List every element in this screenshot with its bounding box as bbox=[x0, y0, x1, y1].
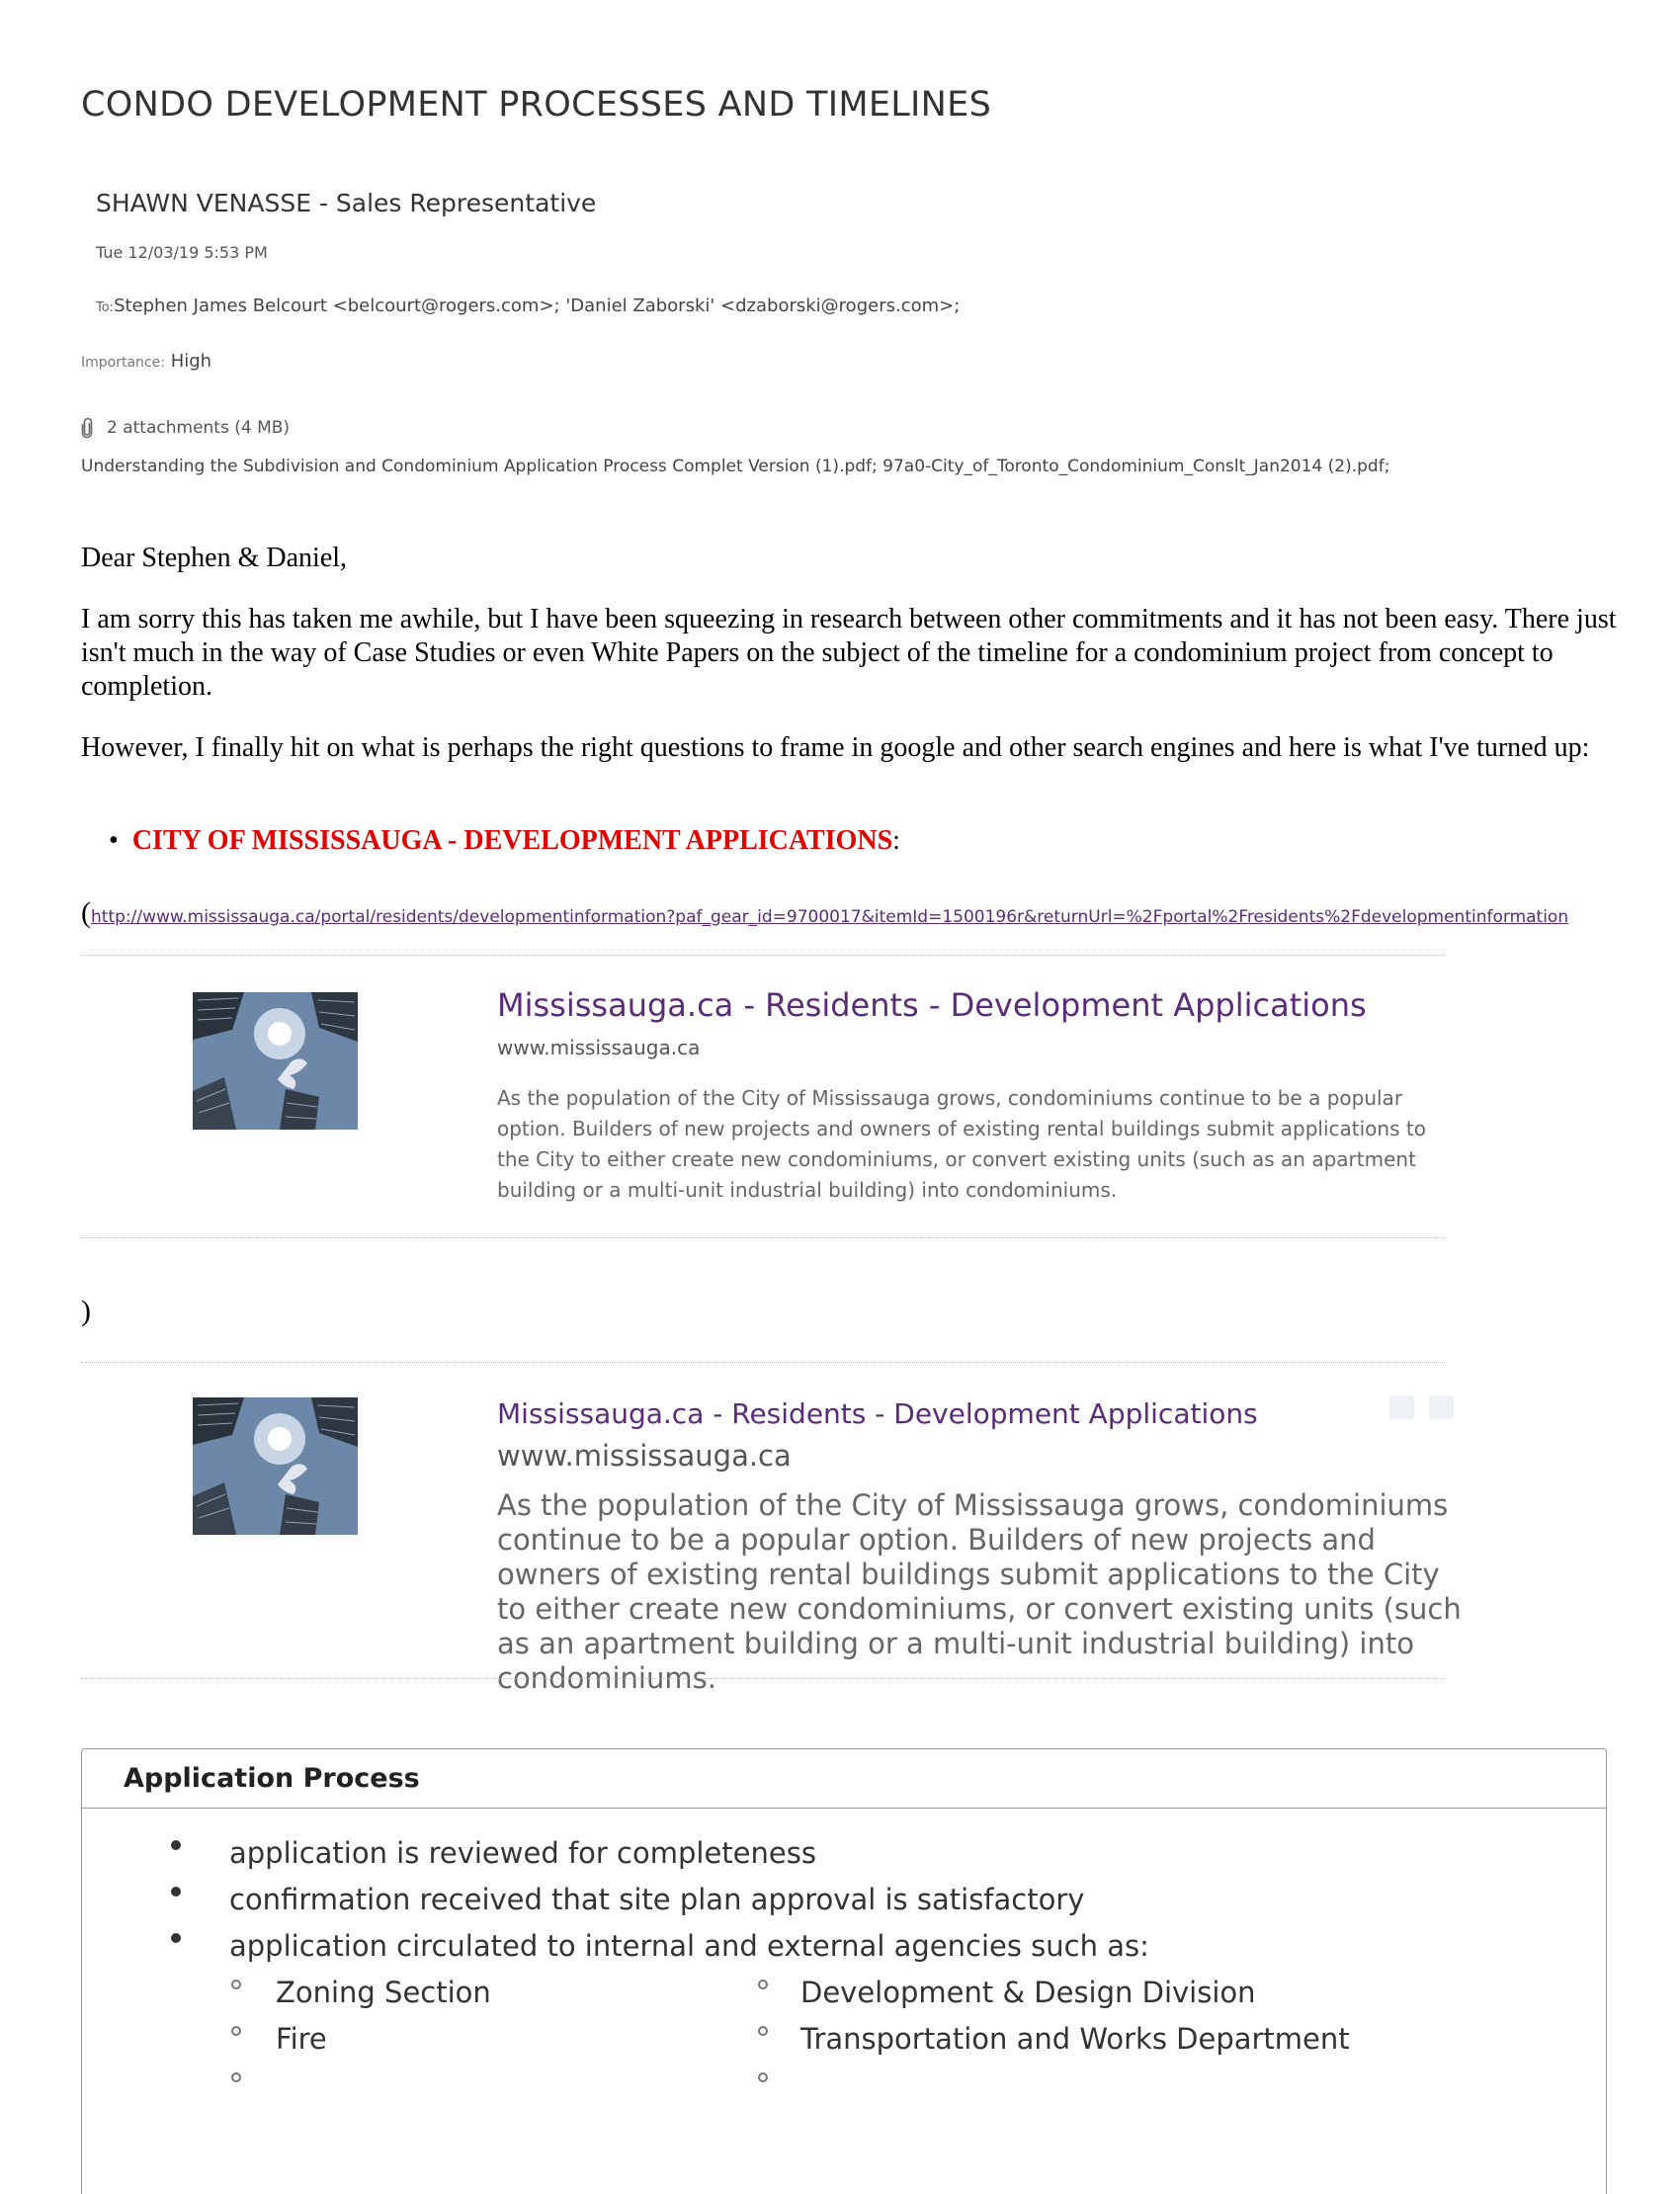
sub-bullet bbox=[758, 2026, 768, 2036]
preview-action-button[interactable] bbox=[1389, 1395, 1414, 1419]
buildings-image bbox=[193, 992, 358, 1130]
bullet-heading bbox=[109, 824, 900, 858]
heading-colon: : bbox=[892, 825, 900, 856]
importance-label: Importance: bbox=[81, 355, 165, 371]
divider bbox=[81, 955, 1445, 956]
greeting: Dear Stephen & Daniel, bbox=[81, 543, 348, 573]
process-step: application circulated to internal and external agencies such as: bbox=[229, 1929, 1149, 1963]
body-paragraph-2: However, I finally hit on what is perhaps the right questions to frame in google and other search engines and here is what I've turned up: bbox=[81, 732, 1590, 763]
mississauga-heading: CITY OF MISSISSAUGA - DEVELOPMENT APPLICATIONS bbox=[131, 825, 893, 856]
email-subject: CONDO DEVELOPMENT PROCESSES AND TIMELINES bbox=[81, 85, 992, 125]
bullet-dot bbox=[171, 1840, 181, 1850]
url-line bbox=[81, 896, 1568, 930]
recipients-line bbox=[96, 295, 960, 316]
divider bbox=[81, 1362, 1445, 1363]
sub-bullet bbox=[758, 2072, 768, 2082]
buildings-image bbox=[193, 1397, 358, 1535]
preview-close-button[interactable] bbox=[1429, 1395, 1454, 1419]
preview-site-1: www.mississauga.ca bbox=[497, 1036, 701, 1059]
process-step: confirmation received that site plan approval is satisfactory bbox=[229, 1883, 1085, 1916]
paperclip-icon bbox=[81, 418, 93, 438]
agency-item: Zoning Section bbox=[276, 1976, 491, 2009]
preview-description-1: As the population of the City of Mississauga grows, condominiums continue to be a popular option. Builders of new projects and owners of existing rental buildings submit applications to the City to either create new condominiums, or convert existing units (such as an apartment building or a multi-unit industrial building) into condominiums. bbox=[497, 1086, 1426, 1202]
divider bbox=[81, 1678, 1445, 1679]
preview-title-1[interactable]: Mississauga.ca - Residents - Development Applications bbox=[497, 986, 1367, 1024]
sent-date: Tue 12/03/19 5:53 PM bbox=[96, 243, 268, 262]
preview-description-2: As the population of the City of Mississauga grows, condominiums continue to be a popular option. Builders of new projects and owners of existing rental buildings submit applications to the City to either create new condominiums, or convert existing units (such as an apartment building or a multi-unit industrial building) into condominiums. bbox=[497, 1488, 1462, 1695]
recipients[interactable]: Stephen James Belcourt <belcourt@rogers.com>; 'Daniel Zaborski' <dzaborski@rogers.com>; bbox=[114, 295, 961, 316]
divider bbox=[81, 1237, 1445, 1238]
sub-bullet bbox=[231, 1980, 241, 1989]
sub-bullet bbox=[231, 2072, 241, 2082]
agency-item: Transportation and Works Department bbox=[800, 2022, 1350, 2056]
panel-heading: Application Process bbox=[82, 1749, 1606, 1809]
importance-value: High bbox=[170, 351, 212, 372]
close-paren: ) bbox=[81, 1295, 91, 1327]
preview-title-2[interactable]: Mississauga.ca - Residents - Development Applications bbox=[497, 1397, 1258, 1430]
bullet-dot: • bbox=[109, 825, 132, 856]
preview-site-2: www.mississauga.ca bbox=[497, 1439, 792, 1473]
sub-bullet bbox=[231, 2026, 241, 2036]
bullet-dot bbox=[171, 1887, 181, 1897]
mississauga-link[interactable]: http://www.mississauga.ca/portal/residents/developmentinformation?paf_gear_id=9700017&itemId=1500196r&returnUrl=%2Fportal%2Fresidents%2Fdevelopmentinformation bbox=[91, 907, 1569, 927]
process-step: application is reviewed for completeness bbox=[229, 1836, 816, 1870]
preview-thumbnail-2[interactable] bbox=[193, 1397, 358, 1535]
sub-bullet bbox=[758, 1980, 768, 1989]
sender-name[interactable]: SHAWN VENASSE - Sales Representative bbox=[96, 189, 597, 217]
open-paren: ( bbox=[81, 896, 91, 929]
agency-item: Fire bbox=[276, 2022, 327, 2056]
body-paragraph-1: I am sorry this has taken me awhile, but I have been squeezing in research between other commitments and it has not been easy. There just isn't much in the way of Case Studies or even White Papers on the subject of the timeline for a condominium project from concept to completion. bbox=[81, 604, 1617, 702]
agency-item: Development & Design Division bbox=[800, 1976, 1256, 2009]
attachments-summary[interactable] bbox=[81, 418, 290, 438]
attachments-count: 2 attachments (4 MB) bbox=[107, 418, 291, 438]
attachment-files[interactable]: Understanding the Subdivision and Condominium Application Process Complet Version (1).pdf; 97a0-City_of_Toronto_Condominium_Conslt_Jan2014 (2).pdf; bbox=[81, 457, 1390, 476]
preview-thumbnail-1[interactable] bbox=[193, 992, 358, 1130]
to-label: To: bbox=[96, 300, 115, 315]
importance-line bbox=[81, 351, 211, 372]
application-process-panel bbox=[81, 1748, 1607, 2194]
bullet-dot bbox=[171, 1933, 181, 1943]
